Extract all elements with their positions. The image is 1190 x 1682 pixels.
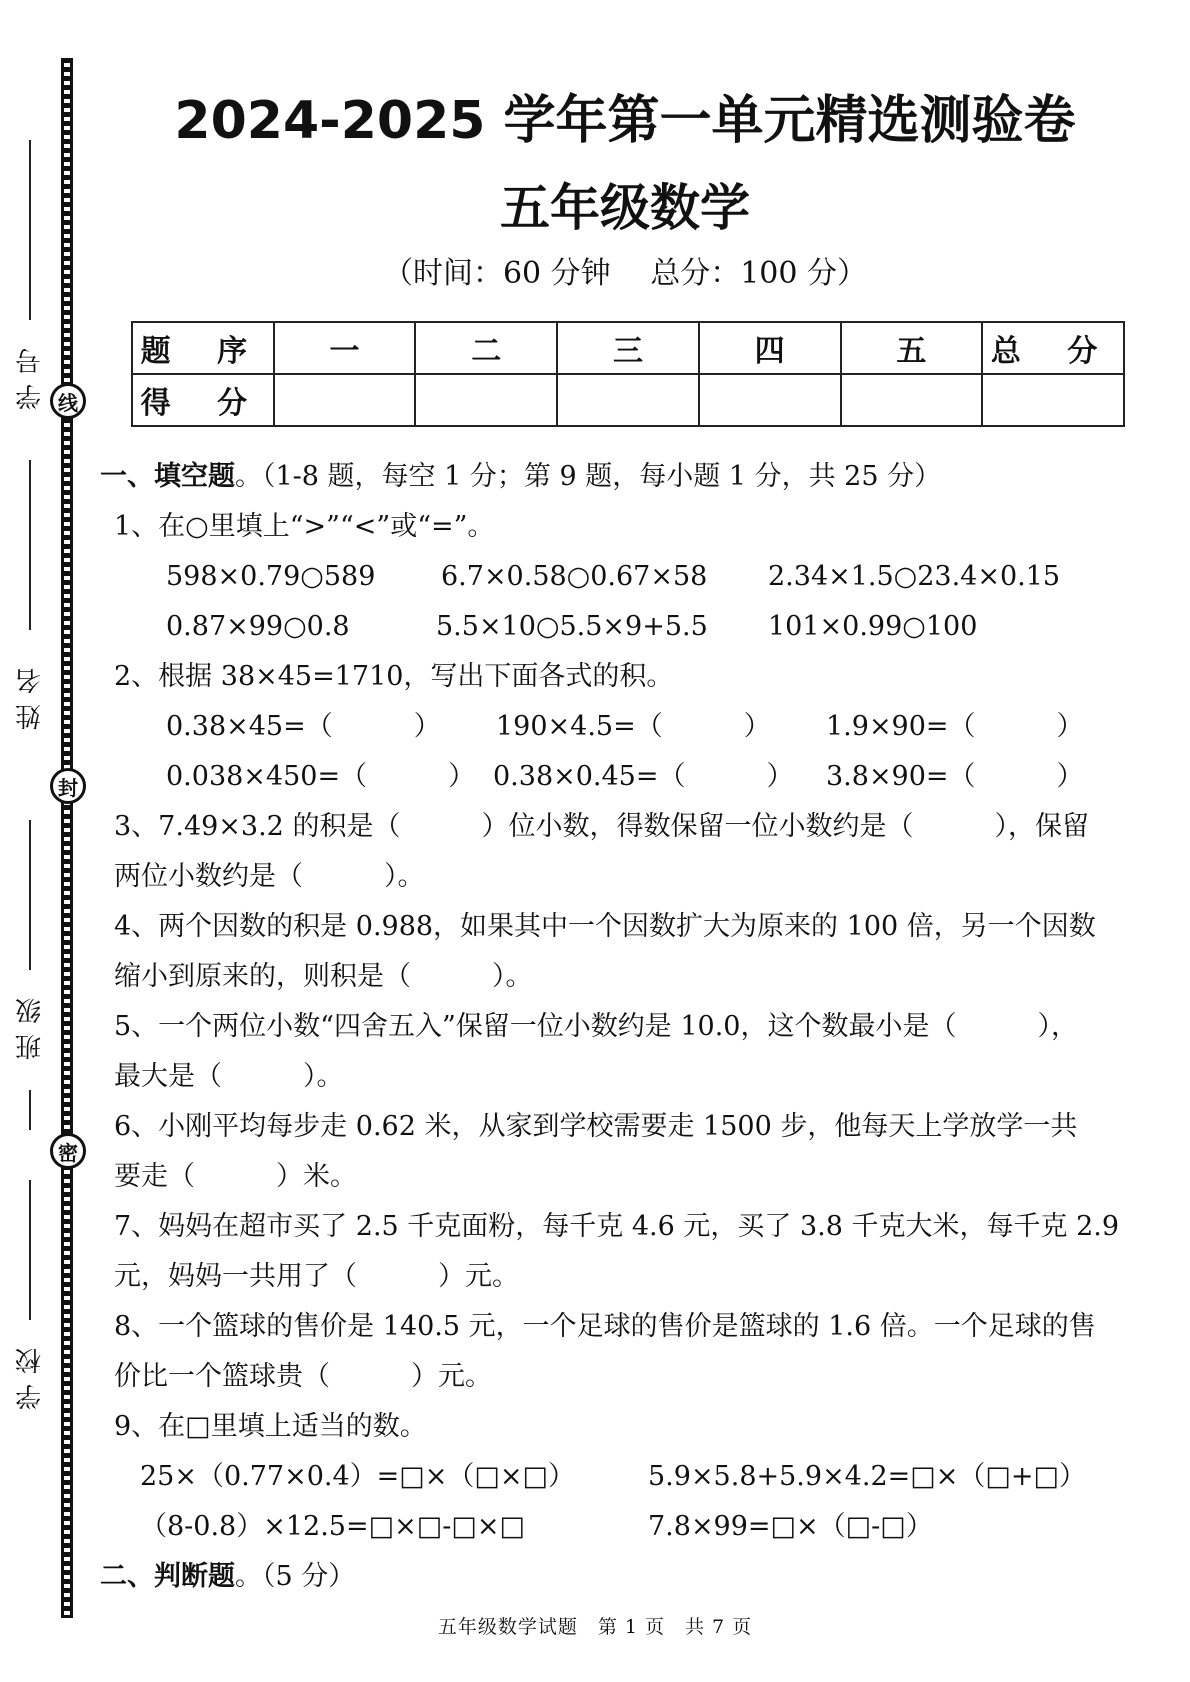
question-line[interactable]: 缩小到原来的，则积是（ ）。 (114, 961, 533, 992)
score-table-header: 三 (557, 322, 699, 374)
section-1-note: 。（1-8 题，每空 1 分；第 9 题，每小题 1 分，共 25 分） (235, 461, 942, 492)
score-table-header: 四 (699, 322, 841, 374)
question-2 (100, 652, 1130, 802)
product-blank[interactable]: 3.8×90=（ ） (826, 761, 1084, 792)
equation-blank[interactable]: 7.8×99=□×（□-□） (648, 1511, 933, 1542)
comparison-item[interactable]: 2.34×1.5○23.4×0.15 (768, 561, 1061, 592)
score-table-header-row (132, 322, 1124, 374)
binding-line (29, 1180, 31, 1320)
question-content (100, 452, 1130, 1602)
score-cell[interactable] (274, 374, 416, 426)
section-1-heading (100, 452, 1130, 502)
exam-info: （时间：60 分钟 总分：100 分） (382, 256, 868, 291)
score-cell[interactable] (841, 374, 983, 426)
comparison-item[interactable]: 6.7×0.58○0.67×58 (441, 561, 708, 592)
question-line[interactable]: 3、7.49×3.2 的积是（ ）位小数，得数保留一位小数约是（ ），保留 (114, 811, 1089, 842)
binding-seal-seal: 封 (50, 768, 86, 804)
comparison-item[interactable]: 5.5×10○5.5×9+5.5 (436, 611, 708, 642)
score-cell[interactable] (982, 374, 1124, 426)
binding-seal-line: 线 (50, 383, 86, 419)
page-title: 2024-2025 学年第一单元精选测验卷 (174, 91, 1076, 151)
binding-line (29, 1090, 31, 1130)
score-table-label: 题 序 (132, 322, 274, 374)
question-line[interactable]: 8、一个篮球的售价是 140.5 元，一个足球的售价是篮球的 1.6 倍。一个足球的售 (114, 1311, 1096, 1342)
question-line[interactable]: 要走（ ）米。 (114, 1161, 357, 1192)
product-blank[interactable]: 0.38×0.45=（ ） (493, 761, 794, 792)
question-line[interactable]: 两位小数约是（ ）。 (114, 861, 425, 892)
score-table-header: 五 (841, 322, 983, 374)
binding-seal-secret: 密 (50, 1133, 86, 1169)
section-2-note: 。（5 分） (235, 1561, 356, 1592)
question-line[interactable]: 元，妈妈一共用了（ ）元。 (114, 1261, 519, 1292)
equation-blank[interactable]: 25×（0.77×0.4）=□×（□×□） (140, 1461, 576, 1492)
section-2-title: 二、判断题 (100, 1561, 235, 1592)
binding-label-class: 班级 (15, 988, 46, 1060)
comparison-item[interactable]: 101×0.99○100 (768, 611, 978, 642)
question-3 (100, 802, 1130, 902)
question-line[interactable]: 最大是（ ）。 (114, 1061, 344, 1092)
score-table-header: 总 分 (982, 322, 1124, 374)
binding-line (29, 140, 31, 320)
binding-line (29, 820, 31, 970)
question-line[interactable]: 6、小刚平均每步走 0.62 米，从家到学校需要走 1500 步，他每天上学放学一共 (114, 1111, 1078, 1142)
binding-label-name: 姓名 (15, 658, 46, 730)
question-1 (100, 502, 1130, 652)
question-line[interactable]: 7、妈妈在超市买了 2.5 千克面粉，每千克 4.6 元，买了 3.8 千克大米，每千克 2.9 (114, 1211, 1120, 1242)
page-subtitle: 五年级数学 (500, 179, 750, 237)
question-text: 9、在□里填上适当的数。 (114, 1411, 427, 1442)
equation-blank[interactable]: 5.9×5.8+5.9×4.2=□×（□+□） (648, 1461, 1087, 1492)
comparison-item[interactable]: 0.87×99○0.8 (166, 611, 350, 642)
question-line[interactable]: 5、一个两位小数“四舍五入”保留一位小数约是 10.0，这个数最小是（ ）， (114, 1011, 1078, 1042)
question-6 (100, 1102, 1130, 1202)
question-7 (100, 1202, 1130, 1302)
score-cell[interactable] (415, 374, 557, 426)
equation-blank[interactable]: （8-0.8）×12.5=□×□-□×□ (140, 1511, 526, 1542)
score-table (131, 321, 1125, 427)
section-1-title: 一、填空题 (100, 461, 235, 492)
question-line[interactable]: 价比一个篮球贵（ ）元。 (114, 1361, 492, 1392)
binding-line (29, 460, 31, 630)
score-table-score-row (132, 374, 1124, 426)
comparison-item[interactable]: 598×0.79○589 (166, 561, 376, 592)
binding-label-school: 学校 (15, 1338, 46, 1410)
product-blank[interactable]: 1.9×90=（ ） (826, 711, 1084, 742)
product-blank[interactable]: 190×4.5=（ ） (496, 711, 771, 742)
question-text: 1、在○里填上“>”“<”或“=”。 (114, 511, 495, 542)
question-5 (100, 1002, 1130, 1102)
score-cell[interactable] (699, 374, 841, 426)
question-9 (100, 1402, 1130, 1552)
page-footer: 五年级数学试题 第 1 页 共 7 页 (437, 1616, 753, 1638)
score-table-header: 一 (274, 322, 416, 374)
question-text: 2、根据 38×45=1710，写出下面各式的积。 (114, 661, 674, 692)
product-blank[interactable]: 0.38×45=（ ） (166, 711, 441, 742)
section-2-heading (100, 1552, 1130, 1602)
score-table-header: 二 (415, 322, 557, 374)
question-line[interactable]: 4、两个因数的积是 0.988，如果其中一个因数扩大为原来的 100 倍，另一个因数 (114, 911, 1096, 942)
binding-label-student-id: 学号 (15, 338, 46, 410)
binding-rail (61, 58, 73, 1618)
product-blank[interactable]: 0.038×450=（ ） (166, 761, 476, 792)
score-cell[interactable] (557, 374, 699, 426)
score-table-label: 得 分 (132, 374, 274, 426)
question-4 (100, 902, 1130, 1002)
question-8 (100, 1302, 1130, 1402)
